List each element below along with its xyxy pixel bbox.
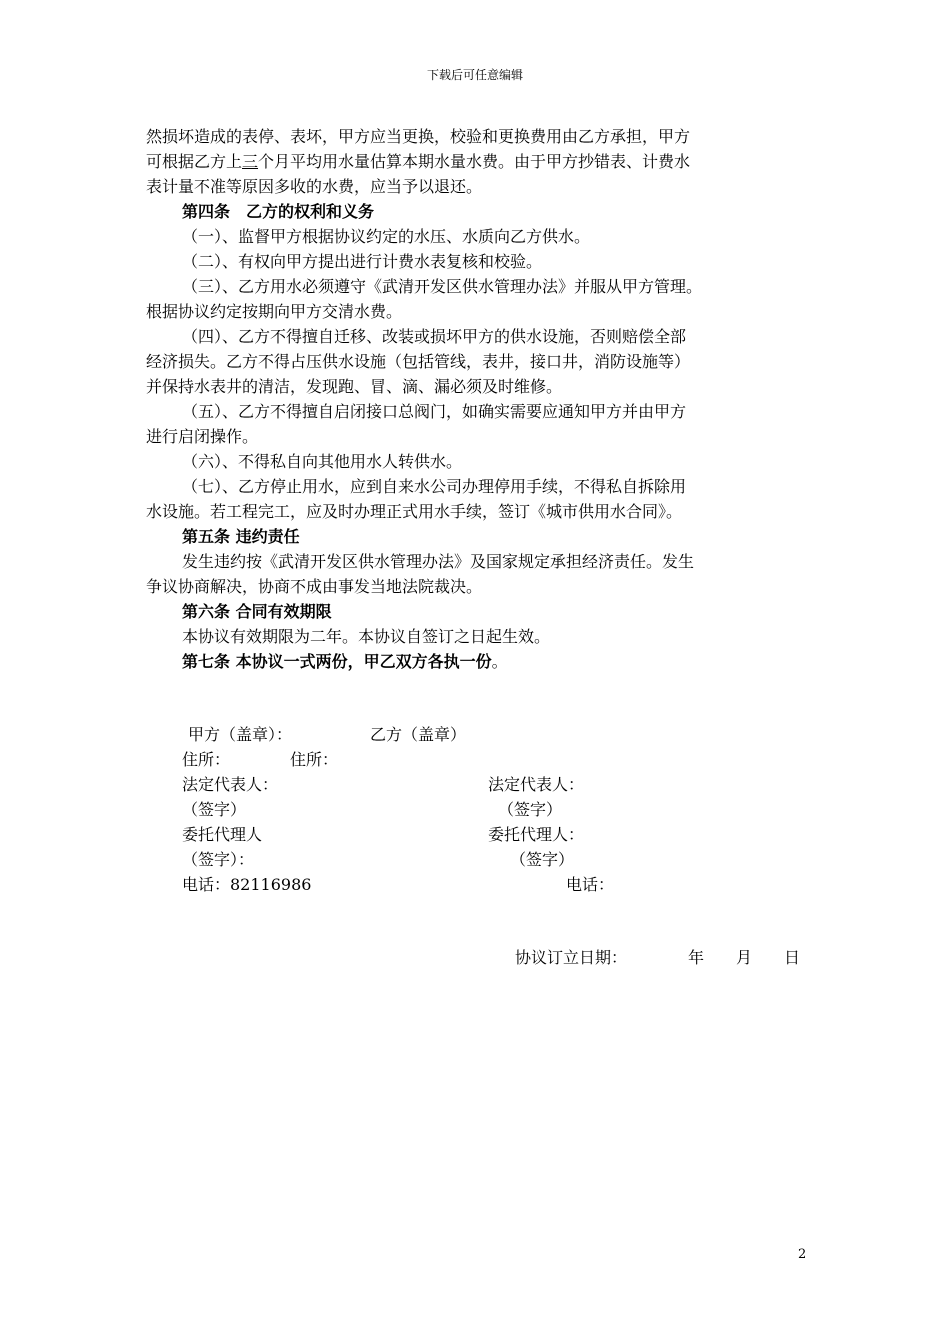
body-line: 争议协商解决，协商不成由事发当地法院裁决。	[146, 577, 483, 596]
address-b: 住所：	[290, 750, 339, 769]
clause: （二）、有权向甲方提出进行计费水表复核和校验。	[182, 252, 543, 271]
body-line: 表计量不准等原因多收的水费，应当予以退还。	[146, 177, 483, 196]
article-text: 第七条 本协议一式两份，甲乙双方各执一份	[182, 652, 492, 671]
clause: （五）、乙方不得擅自启闭接口总阀门，如确实需要应通知甲方并由甲方	[182, 402, 687, 421]
body-line: 发生违约按《武清开发区供水管理办法》及国家规定承担经济责任。发生	[182, 552, 695, 571]
clause: （一）、监督甲方根据协议约定的水压、水质向乙方供水。	[182, 227, 591, 246]
body-line: 本协议有效期限为二年。本协议自签订之日起生效。	[182, 627, 551, 646]
clause-cont: 经济损失。乙方不得占压供水设施（包括管线，表井，接口井，消防设施等）	[146, 352, 691, 371]
address-a: 住所：	[182, 750, 231, 769]
sign-a: （签字）	[182, 800, 247, 819]
clause-cont: 进行启闭操作。	[146, 427, 259, 446]
body-line: 然损坏造成的表停、表坏，甲方应当更换，校验和更换费用由乙方承担，甲方	[146, 127, 691, 146]
rep-a: 法定代表人：	[182, 775, 279, 794]
phone-b: 电话：	[566, 875, 615, 894]
date-year: 年	[688, 948, 705, 967]
date-day: 日	[784, 948, 801, 967]
clause-cont: 根据协议约定按期向甲方交清水费。	[146, 302, 403, 321]
body-text: 个月平均用水量估算本期水量水费。由于甲方抄错表、计费水	[258, 152, 691, 171]
body-text: 可根据乙方上	[146, 152, 243, 171]
agent-sign-b: （签字）	[510, 850, 575, 869]
date-month: 月	[736, 948, 753, 967]
rep-b: 法定代表人：	[488, 775, 585, 794]
agent-sign-a: （签字）：	[182, 850, 255, 869]
body-line	[146, 149, 690, 174]
article-heading: 第四条 乙方的权利和义务	[182, 202, 375, 221]
clause: （三）、乙方用水必须遵守《武清开发区供水管理办法》并服从甲方管理。	[182, 277, 703, 296]
agent-a: 委托代理人	[182, 825, 263, 844]
party-a-seal: 甲方（盖章）：	[188, 725, 293, 744]
article-end: 。	[491, 652, 508, 671]
clause-cont: 水设施。若工程完工，应及时办理正式用水手续，签订《城市供用水合同》。	[146, 502, 683, 521]
article-heading: 第五条 违约责任	[182, 527, 300, 546]
page-number: 2	[798, 1247, 807, 1262]
phone-a: 电话：82116986	[182, 875, 312, 894]
date-label: 协议订立日期：	[515, 948, 628, 967]
clause: （六）、不得私自向其他用水人转供水。	[182, 452, 463, 471]
article-heading: 第六条 合同有效期限	[182, 602, 332, 621]
article-heading	[182, 649, 508, 674]
party-b-seal: 乙方（盖章）	[370, 725, 467, 744]
clause-cont: 并保持水表井的清洁，发现跑、冒、滴、漏必须及时维修。	[146, 377, 563, 396]
clause: （七）、乙方停止用水，应到自来水公司办理停用手续，不得私自拆除用	[182, 477, 687, 496]
agent-b: 委托代理人：	[488, 825, 585, 844]
underlined-text: 三	[242, 152, 259, 171]
page-header: 下载后可任意编辑	[426, 68, 523, 82]
sign-b: （签字）	[498, 800, 563, 819]
clause: （四）、乙方不得擅自迁移、改装或损坏甲方的供水设施，否则赔偿全部	[182, 327, 687, 346]
